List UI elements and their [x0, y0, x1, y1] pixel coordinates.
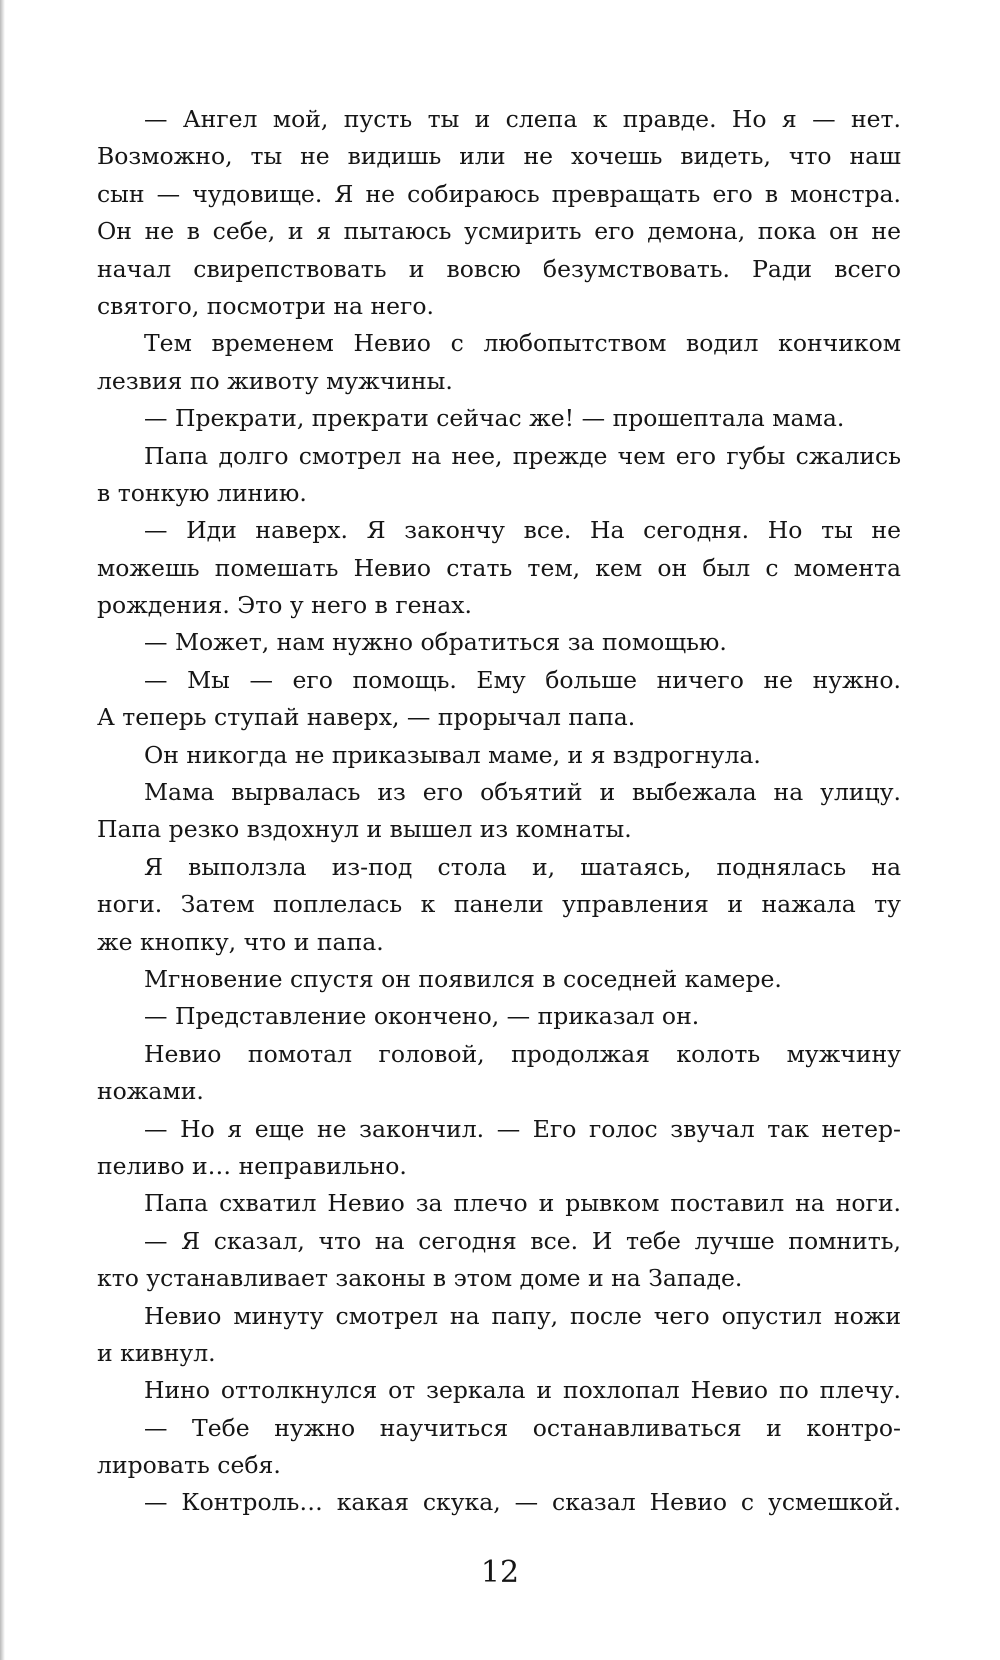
text-line: Невио минуту смотрел на папу, после чего опустил ножи [144, 1301, 901, 1330]
text-line: — Прекрати, прекрати сейчас же! — прошептала мама. [144, 404, 845, 433]
text-line: Тем временем Невио с любопытством водил кончиком [144, 329, 901, 358]
text-line: Невио помотал головой, продолжая колоть мужчину [144, 1039, 901, 1068]
text-line: ноги. Затем поплелась к панели управления и нажала ту [97, 890, 901, 919]
text-line: Папа резко вздохнул и вышел из комнаты. [97, 815, 632, 844]
text-line: Я выползла из-под стола и, шатаясь, поднялась на [144, 852, 901, 881]
text-line: — Тебе нужно научиться останавливаться и контро- [144, 1413, 901, 1442]
text-line: Мама вырвалась из его объятий и выбежала на улицу. [144, 778, 901, 807]
text-line: — Мы — его помощь. Ему больше ничего не нужно. [144, 665, 901, 694]
text-line: лезвия по животу мужчины. [97, 366, 453, 395]
text-line: же кнопку, что и папа. [97, 927, 384, 956]
text-line: кто устанавливает законы в этом доме и на Западе. [97, 1264, 743, 1293]
text-line: Нино оттолкнулся от зеркала и похлопал Невио по плечу. [144, 1376, 901, 1405]
text-line: Возможно, ты не видишь или не хочешь видеть, что наш [97, 142, 901, 171]
text-line: можешь помешать Невио стать тем, кем он был с момента [97, 553, 901, 582]
text-line: А теперь ступай наверх, — прорычал папа. [97, 703, 636, 732]
text-line: в тонкую линию. [97, 478, 307, 507]
text-line: Он никогда не приказывал маме, и я вздрогнула. [144, 740, 761, 769]
text-line: — Контроль… какая скука, — сказал Невио с усмешкой. [144, 1488, 901, 1517]
page-body-text [97, 101, 901, 1522]
text-line: — Но я еще не закончил. — Его голос звучал так нетер- [144, 1114, 901, 1143]
text-line: и кивнул. [97, 1338, 216, 1367]
page-number: 12 [480, 1555, 520, 1590]
text-line: Мгновение спустя он появился в соседней камере. [144, 964, 782, 993]
text-line: Он не в себе, и я пытаюсь усмирить его демона, пока он не [97, 217, 901, 246]
text-line: рождения. Это у него в генах. [97, 591, 472, 620]
text-line: святого, посмотри на него. [97, 291, 434, 320]
text-line: сын — чудовище. Я не собираюсь превращать его в монстра. [97, 179, 901, 208]
text-line: Папа долго смотрел на нее, прежде чем его губы сжались [144, 441, 901, 470]
text-line: пеливо и… неправильно. [97, 1151, 407, 1180]
text-line: Папа схватил Невио за плечо и рывком поставил на ноги. [144, 1189, 901, 1218]
page-left-edge-shadow [0, 0, 5, 1660]
text-line: начал свирепствовать и вовсю безумствовать. Ради всего [97, 254, 901, 283]
text-line: — Иди наверх. Я закончу все. На сегодня. Но ты не [144, 516, 901, 545]
text-line: — Я сказал, что на сегодня все. И тебе лучше помнить, [144, 1226, 901, 1255]
text-line: — Ангел мой, пусть ты и слепа к правде. Но я — нет. [144, 105, 901, 133]
text-line: — Представление окончено, — приказал он. [144, 1002, 700, 1031]
text-line: лировать себя. [97, 1451, 281, 1480]
text-line: ножами. [97, 1077, 204, 1106]
text-line: — Может, нам нужно обратиться за помощью. [144, 628, 727, 657]
